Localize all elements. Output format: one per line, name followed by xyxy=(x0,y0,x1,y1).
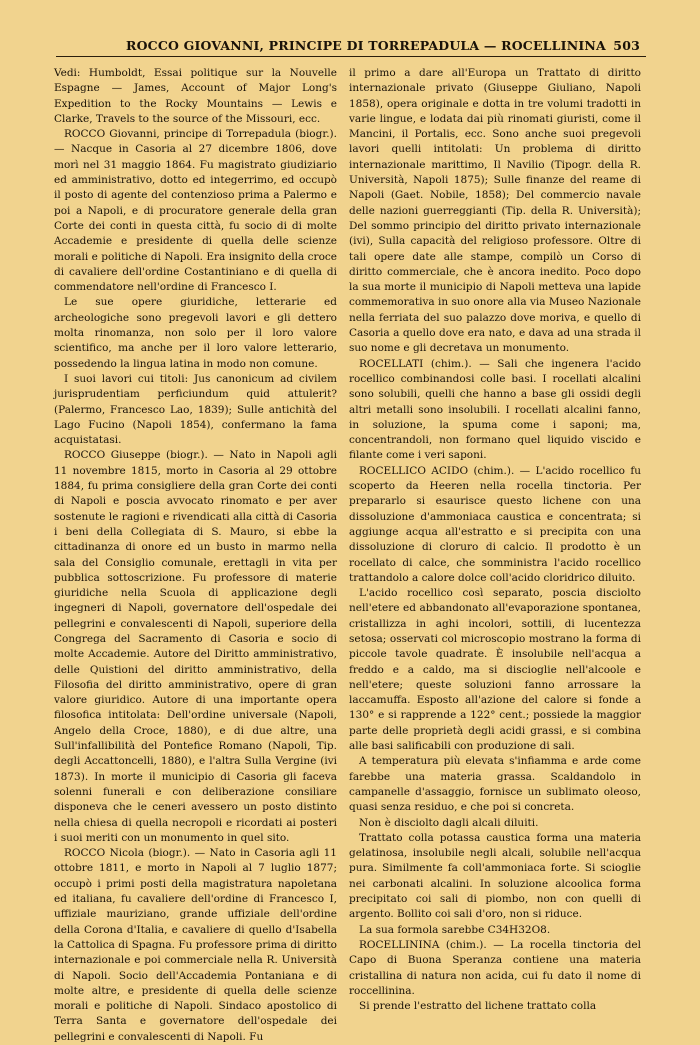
paragraph: Vedi: Humboldt, Essai politique sur la Nouvelle Espagne — James, Account of Major Long's Expedition to the Rocky Mountains — Lewis e Clarke, Travels to the source of the Missouri, ecc. xyxy=(54,67,337,125)
paragraph: ROCCO Giuseppe (biogr.). — Nato in Napoli agli 11 novembre 1815, morto in Casoria al 29 ottobre 1884, fu prima consigliere della gran Corte dei conti di Napoli e poscia avvocato rinomato e per aver sostenute le ragioni e rivendicati alla città di Casoria i beni della Collegiata di S. Mauro, si ebbe la cittadinanza di onore ed un busto in marmo nella sala del Consiglio comunale, erettagli in vita per pubblica sottoscrizione. Fu professore di materie giuridiche nella Scuola di applicazione degli ingegneri di Napoli, governatore dell'ospedale dei pellegrini e convalescenti di Napoli, superiore della Congrega del Sacramento di Casoria e socio di molte Accademie. Autore del Diritto amministrativo, delle Quistioni del diritto amministrativo, della Filosofia del diritto amministrativo, opere di gran valore giuridico. Autore di una importante opera filosofica intitolata: Dell'ordine universale (Napoli, Angelo della Croce, 1880), e di due altre, una Sull'infallibilità del Pontefice Romano (Napoli, Tip. degli Accattoncelli, 1880), e l'altra Sulla Vergine (ivi 1873). In morte il municipio di Casoria gli faceva solenni funerali e con deliberazione consiliare disponeva che le ceneri avessero un posto distinto nella chiesa di quella necropoli e ricordati ai posteri i suoi meriti con un monumento in quel sito. xyxy=(54,449,337,844)
left-column xyxy=(54,66,337,1045)
paragraph: A temperatura più elevata s'infiamma e arde come farebbe una materia grassa. Scaldandolo in campanelle d'assaggio, fornisce un sublimato oleoso, quasi senza residuo, e che poi si concreta. xyxy=(349,755,641,814)
paragraph: il primo a dare all'Europa un Trattato di diritto internazionale privato (Giuseppe Giuliano, Napoli 1858), opera originale e dotta in tre volumi tradotti in varie lingue, e lodata dai più rinomati giuristi, come il Mancini, il Portalis, ecc. Sono anche suoi pregevoli lavori quelli intitolati: Un problema di diritto internazionale marittimo, Il Navilio (Tipogr. della R. Università, Napoli 1875); Sulle finanze del reame di Napoli (Gaet. Nobile, 1858); Del commercio navale delle nazioni guerreggianti (Tip. della R. Università); Del sommo principio del diritto privato internazionale (ivi), Sulla capacità del religioso professore. Oltre di tali opere date alle stampe, compilò un Corso di diritto commerciale, che è ancora inedito. Poco dopo la sua morte il municipio di Napoli metteva una lapide commemorativa in suo onore alla via Museo Nazionale nella ferriata del suo palazzo dove moriva, e quello di Casoria a quello dove era nato, e dava ad una strada il suo nome e gli decretava un monumento. xyxy=(349,67,641,355)
running-header xyxy=(56,38,646,57)
page-number: 503 xyxy=(613,38,640,53)
paragraph: Non è disciolto dagli alcali diluiti. xyxy=(359,816,539,829)
paragraph: ROCELLATI (chim.). — Sali che ingenera l'acido rocellico combinandosi colle basi. I rocellati alcalini sono solubili, quelli che hanno a base gli ossidi degli altri metalli sono insolubili. I rocellati alcalini fanno, in soluzione, la spuma come i saponi; ma, concentrandoli, non formano quel liquido viscido e filante come i veri saponi. xyxy=(349,357,641,462)
paragraph: I suoi lavori cui titoli: Jus canonicum ad civilem jurisprudentiam perficiundum quid attulerit? (Palermo, Francesco Lao, 1839); Sulle antichità del Lago Fucino (Napoli 1854), confermano la fama acquistatasi. xyxy=(54,372,337,447)
right-column xyxy=(349,66,641,1014)
paragraph: L'acido rocellico così separato, poscia disciolto nell'etere ed abbandonato all'evaporazione spontanea, cristallizza in aghi incolori, sottili, di lucentezza setosa; osservati col microscopio mostrano la forma di piccole tavole quadrate. È insolubile nell'acqua a freddo e a caldo, ma si discioglie nell'alcoole e nell'etere; queste soluzioni fanno arrossare la laccamuffa. Esposto all'azione del calore si fonde a 130° e si rapprende a 122° cent.; possiede la maggior parte delle proprietà degli acidi grassi, e si combina alle basi salificabili con produzione di sali. xyxy=(349,587,641,753)
paragraph: Si prende l'estratto del lichene trattato colla xyxy=(359,1000,597,1013)
paragraph: La sua formola sarebbe C34H32O8. xyxy=(359,923,551,936)
header-title: ROCCO GIOVANNI, PRINCIPE DI TORREPADULA — ROCELLININA xyxy=(126,38,606,53)
paragraph: ROCELLININA (chim.). — La rocella tinctoria del Capo di Buona Speranza contiene una materia cristallina di natura non acida, cui fu dato il nome di roccellinina. xyxy=(349,938,641,997)
paragraph: ROCELLICO ACIDO (chim.). — L'acido rocellico fu scoperto da Heeren nella rocella tinctoria. Per prepararlo si esaurisce questo lichene con una dissoluzione d'ammoniaca caustica e concentrata; si aggiunge acqua all'estratto e si precipita con una dissoluzione di cloruro di calcio. Il prodotto è un rocellato di calce, che somministra l'acido rocellico trattandolo a calore dolce coll'acido cloridrico diluito. xyxy=(349,464,641,584)
paragraph: ROCCO Nicola (biogr.). — Nato in Casoria agli 11 ottobre 1811, e morto in Napoli al 7 luglio 1877; occupò i primi posti della magistratura napoletana ed italiana, fu cavaliere dell'ordine di Francesco I, uffiziale mauriziano, grande uffiziale dell'ordine della Corona d'Italia, e cavaliere di quello d'Isabella la Cattolica di Spagna. Fu professore prima di diritto internazionale e poi commerciale nella R. Università di Napoli. Socio dell'Accademia Pontaniana e di molte altre, e presidente di quella delle scienze morali e politiche di Napoli. Sindaco apostolico di Terra Santa e governatore dell'ospedale dei pellegrini e convalescenti di Napoli. Fu xyxy=(54,847,337,1043)
paragraph: Le sue opere giuridiche, letterarie ed archeologiche sono pregevoli lavori e gli dettero molta rinomanza, non solo per il loro valore scientifico, ma anche per il loro valore letterario, possedendo la lingua latina in modo non comune. xyxy=(54,296,337,370)
paragraph: ROCCO Giovanni, principe di Torrepadula (biogr.). — Nacque in Casoria al 27 dicembre 1806, dove morì nel 31 maggio 1864. Fu magistrato giudiziario ed amministrativo, dotto ed integerrimo, ed occupò il posto di agente del contenzioso prima a Palermo e poi a Napoli, e di procuratore generale della gran Corte dei conti in questa città, fu socio di di molte Accademie e presidente di quella delle scienze morali e politiche di Napoli. Era insignito della croce di cavaliere dell'ordine Costantiniano e di quella di commendatore nell'ordine di Francesco I. xyxy=(54,128,337,294)
paragraph: Trattato colla potassa caustica forma una materia gelatinosa, insolubile negli alcali, solubile nell'acqua pura. Similmente fa coll'ammoniaca forte. Si scioglie nei carbonati alcalini. In soluzione alcoolica forma precipitato coi sali di piombo, non con quelli di argento. Bollito coi sali d'oro, non si riduce. xyxy=(349,831,641,921)
